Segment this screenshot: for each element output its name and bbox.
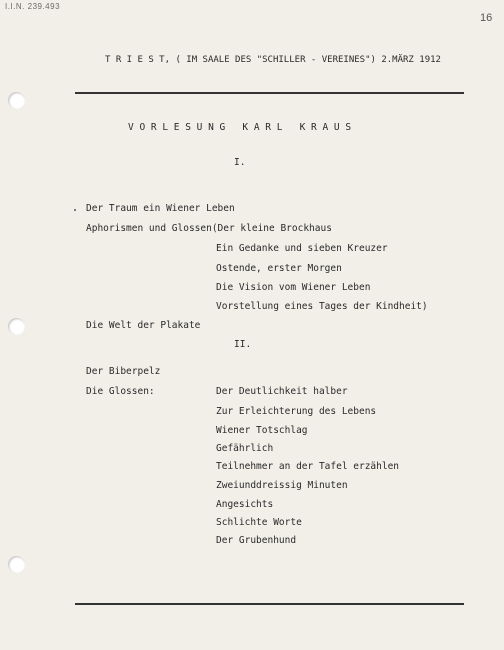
punch-hole (8, 92, 25, 109)
program-item: Der Traum ein Wiener Leben (86, 203, 235, 214)
glosse-item: Der Grubenhund (216, 535, 297, 546)
glosse-item: Zur Erleichterung des Lebens (216, 406, 377, 417)
section-numeral-1: I. (234, 157, 246, 168)
glosse-item: Angesichts (216, 499, 274, 510)
glosse-item: Der Deutlichkeit halber (216, 386, 348, 397)
program-subitem: Die Vision vom Wiener Leben (216, 282, 371, 293)
glosse-item: Wiener Totschlag (216, 425, 308, 436)
ink-dot (74, 209, 76, 211)
glossen-label: Die Glossen: (86, 386, 155, 397)
program-subitem: Ein Gedanke und sieben Kreuzer (216, 243, 388, 254)
section-numeral-2: II. (234, 339, 252, 350)
lecture-title: V O R L E S U N G K A R L K R A U S (128, 122, 352, 133)
program-item: Aphorismen und Glossen(Der kleine Brockhaus (86, 223, 332, 234)
glosse-item: Zweiunddreissig Minuten (216, 480, 348, 491)
folio-number: 16 (480, 12, 493, 24)
bottom-rule (75, 603, 464, 605)
program-subitem: Ostende, erster Morgen (216, 263, 342, 274)
glosse-item: Gefährlich (216, 443, 274, 454)
program-item: Der Biberpelz (86, 366, 161, 377)
header-line: T R I E S T, ( IM SAALE DES "SCHILLER - VEREINES") 2.MÄRZ 1912 (105, 55, 441, 65)
glosse-item: Teilnehmer an der Tafel erzählen (216, 461, 400, 472)
punch-hole (8, 318, 25, 335)
program-subitem: Vorstellung eines Tages der Kindheit) (216, 301, 428, 312)
program-item: Die Welt der Plakate (86, 320, 201, 331)
punch-hole (8, 556, 25, 573)
glosse-item: Schlichte Worte (216, 517, 302, 528)
archive-mark: I.I.N. 239.493 (5, 2, 61, 11)
top-rule (75, 92, 464, 94)
